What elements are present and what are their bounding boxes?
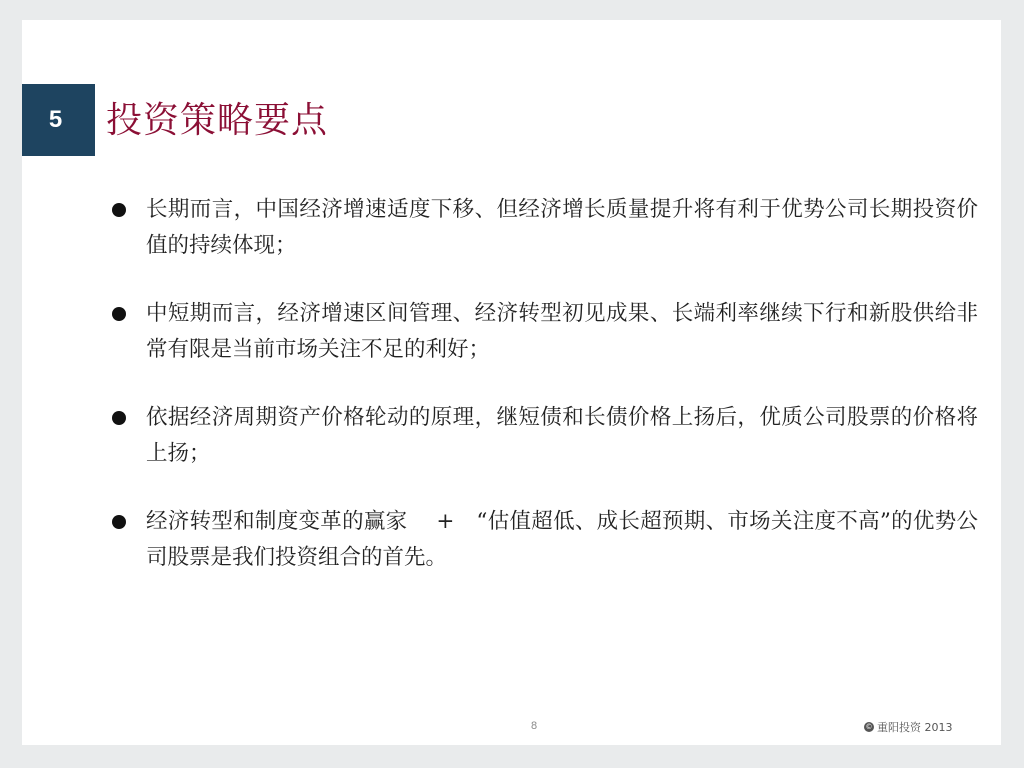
bullet-text: 长期而言，中国经济增速适度下移、但经济增长质量提升将有利于优势公司长期投资价值的持续体现； <box>146 197 978 258</box>
bullet-item <box>108 400 978 472</box>
bullet-dot-icon <box>112 307 126 321</box>
bullet-dot-icon <box>112 411 126 425</box>
bullet-item <box>108 296 978 368</box>
bullet-dot-icon <box>112 515 126 529</box>
footer-brand <box>864 719 953 735</box>
bullet-item <box>108 192 978 264</box>
bullet-text: 经济转型和制度变革的赢家 + “估值超低、成长超预期、市场关注度不高”的优势公司股票是我们投资组合的首先。 <box>146 509 978 570</box>
bullet-text: 依据经济周期资产价格轮动的原理，继短债和长债价格上扬后，优质公司股票的价格将上扬； <box>146 405 978 466</box>
copyright-icon: © <box>865 723 873 731</box>
bullet-dot-icon <box>112 203 126 217</box>
section-number-badge: 5 <box>22 84 95 156</box>
footer-brand-text: 重阳投资 2013 <box>877 721 953 734</box>
slide-title: 投资策略要点 <box>106 100 329 141</box>
slide <box>22 20 1001 745</box>
bullet-list <box>108 192 978 608</box>
page-number: 8 <box>531 720 538 732</box>
bullet-text: 中短期而言，经济增速区间管理、经济转型初见成果、长端利率继续下行和新股供给非常有限是当前市场关注不足的利好； <box>146 301 978 362</box>
bullet-item <box>108 504 978 576</box>
